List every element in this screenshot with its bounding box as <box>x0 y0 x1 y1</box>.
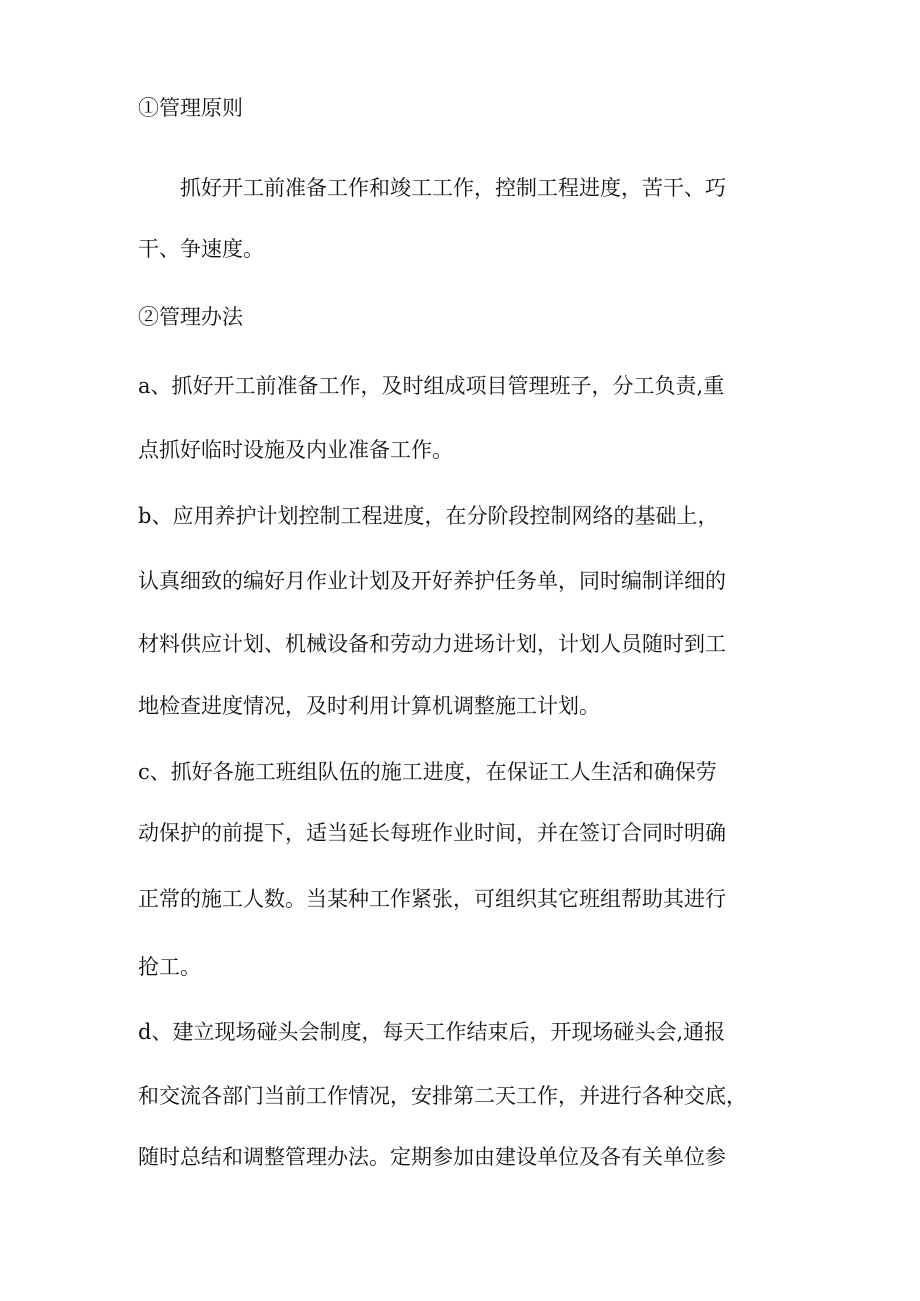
heading-management-principle: ①管理原则 <box>138 96 243 120</box>
paragraph-line: 认真细致的编好月作业计划及开好养护任务单，同时编制详细的 <box>138 569 726 593</box>
paragraph-line: 正常的施工人数。当某种工作紧张，可组织其它班组帮助其进行 <box>138 887 726 911</box>
paragraph-line: 动保护的前提下，适当延长每班作业时间，并在签订合同时明确 <box>138 821 726 845</box>
paragraph-line: 干、争速度。 <box>138 237 264 261</box>
paragraph-line: 抢工。 <box>138 955 201 979</box>
paragraph-line: a、抓好开工前准备工作，及时组成项目管理班子，分工负责,重 <box>138 374 725 398</box>
paragraph-line: 材料供应计划、机械设备和劳动力进场计划，计划人员随时到工 <box>138 632 726 656</box>
paragraph-line: b、应用养护计划控制工程进度，在分阶段控制网络的基础上， <box>138 504 719 528</box>
paragraph-line: 和交流各部门当前工作情况，安排第二天工作，并进行各种交底， <box>138 1084 747 1108</box>
paragraph-line: c、抓好各施工班组队伍的施工进度，在保证工人生活和确保劳 <box>138 760 717 784</box>
paragraph-line: 地检查进度情况，及时利用计算机调整施工计划。 <box>138 694 600 718</box>
paragraph-line: 点抓好临时设施及内业准备工作。 <box>138 438 453 462</box>
paragraph-line: 随时总结和调整管理办法。定期参加由建设单位及各有关单位参 <box>138 1145 726 1169</box>
heading-management-method: ②管理办法 <box>138 305 243 329</box>
paragraph-line: 抓好开工前准备工作和竣工工作，控制工程进度，苦干、巧 <box>180 176 726 200</box>
paragraph-line: d、建立现场碰头会制度，每天工作结束后，开现场碰头会,通报 <box>138 1020 726 1044</box>
